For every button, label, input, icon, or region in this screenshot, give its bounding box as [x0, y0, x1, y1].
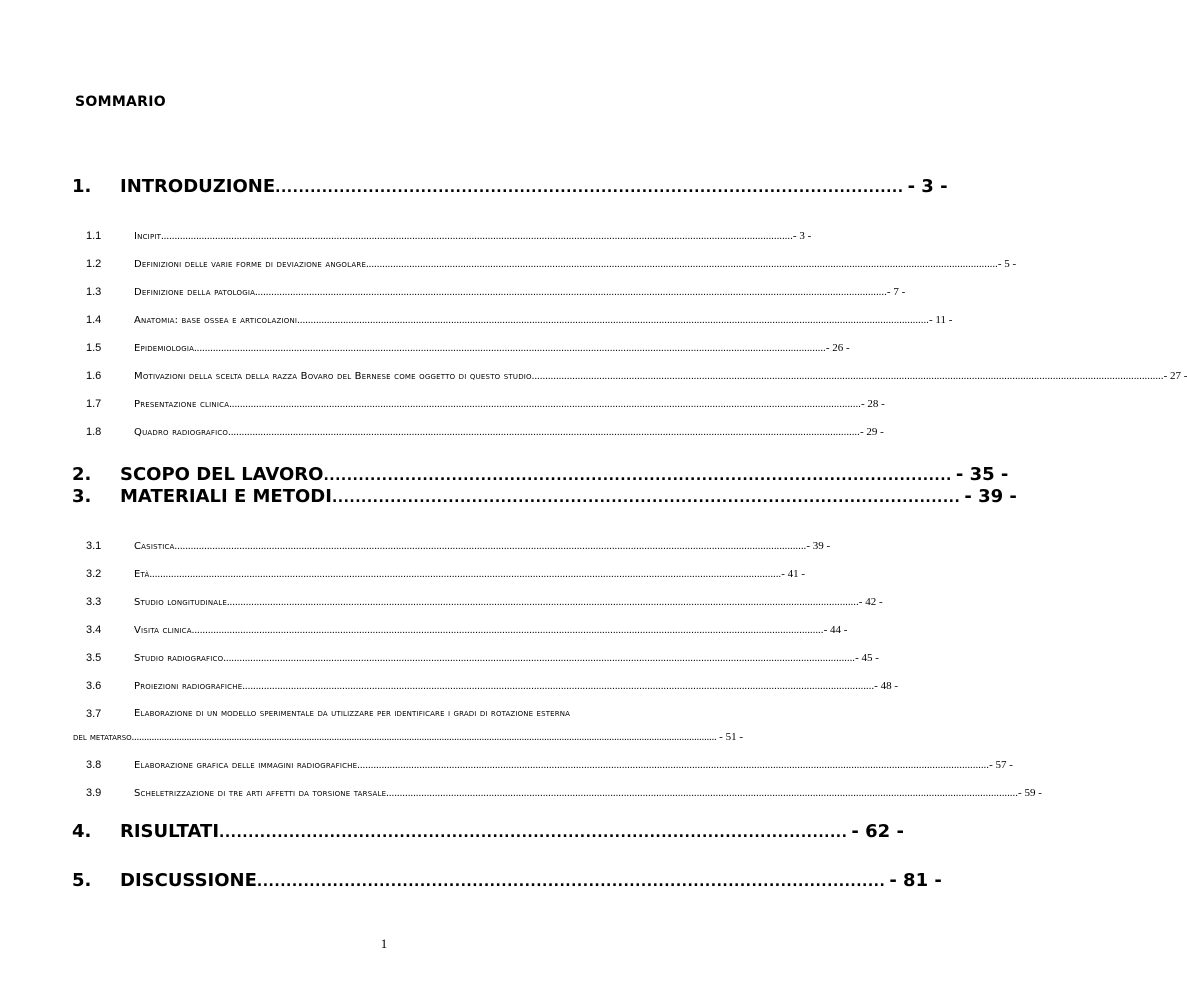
toc-section-1-6[interactable]	[0, 370, 1187, 386]
toc-chapter-3[interactable]	[0, 486, 1017, 514]
section-number: 1.5	[86, 342, 102, 354]
dot-leader: ............................................................................................................	[323, 468, 952, 484]
section-number: 1.3	[86, 286, 102, 298]
dot-leader: ..........................................................................................................................................................................................................................................	[229, 399, 861, 410]
section-page: - 41 -	[781, 568, 806, 580]
chapter-number: 5.	[72, 870, 92, 891]
toc-section-1-2[interactable]	[0, 258, 1017, 274]
chapter-page: - 39 -	[964, 486, 1017, 507]
section-label-line1: Elaborazione di un modello sperimentale da utilizzare per identificare i gradi di rotazione esterna	[134, 708, 571, 719]
dot-leader: ..........................................................................................................................................................................................................................................	[223, 653, 856, 664]
chapter-number: 3.	[72, 486, 92, 507]
section-page: - 11 -	[929, 314, 953, 326]
section-label-line2: del metatarso	[73, 732, 132, 743]
section-page: - 26 -	[825, 342, 850, 354]
chapter-label: RISULTATI	[120, 821, 220, 842]
dot-leader: ..........................................................................................................................................................................................................................................	[131, 732, 717, 743]
toc-section-3-5[interactable]	[0, 652, 879, 668]
section-page: - 44 -	[823, 624, 848, 636]
dot-leader: ..........................................................................................................................................................................................................................................	[531, 371, 1164, 382]
dot-leader: ..........................................................................................................................................................................................................................................	[242, 681, 875, 692]
section-page: - 7 -	[886, 286, 906, 298]
section-number: 3.5	[86, 652, 102, 664]
dot-leader: ..........................................................................................................................................................................................................................................	[386, 788, 1019, 799]
dot-leader: ..........................................................................................................................................................................................................................................	[357, 760, 990, 771]
toc-section-1-4[interactable]	[0, 314, 953, 330]
section-label: Visita clinica	[134, 625, 192, 636]
chapter-number: 4.	[72, 821, 92, 842]
section-number: 3.6	[86, 680, 102, 692]
chapter-label: MATERIALI E METODI	[120, 486, 332, 507]
section-label: Studio radiografico	[134, 653, 224, 664]
toc-section-1-3[interactable]	[0, 286, 906, 302]
dot-leader: ............................................................................................................	[219, 825, 848, 841]
toc-section-1-8[interactable]	[0, 426, 884, 442]
chapter-label: INTRODUZIONE	[120, 176, 276, 197]
section-page: - 27 -	[1163, 370, 1187, 382]
section-label: Età	[134, 569, 150, 580]
section-label: Motivazioni della scelta della razza Bovaro del Bernese come oggetto di questo studio	[134, 371, 532, 382]
chapter-page: - 81 -	[889, 870, 942, 891]
toc-section-3-2[interactable]	[0, 568, 806, 584]
dot-leader: ..........................................................................................................................................................................................................................................	[366, 259, 998, 270]
section-page: - 51 -	[719, 731, 743, 743]
dot-leader: ..........................................................................................................................................................................................................................................	[228, 427, 860, 438]
section-page: - 39 -	[806, 540, 831, 552]
section-label: Anatomia: base ossea e articolazioni	[134, 315, 298, 326]
dot-leader: ..........................................................................................................................................................................................................................................	[255, 287, 887, 298]
section-page: - 48 -	[874, 680, 898, 692]
section-label: Incipit	[134, 231, 162, 242]
section-number: 3.4	[86, 624, 102, 636]
section-page: - 29 -	[859, 426, 884, 438]
toc-section-3-1[interactable]	[0, 540, 831, 556]
toc-section-1-1[interactable]	[0, 230, 812, 246]
chapter-number: 2.	[72, 464, 92, 485]
chapter-page: - 35 -	[955, 464, 1009, 485]
chapter-label: DISCUSSIONE	[120, 870, 257, 891]
section-number: 3.8	[86, 759, 102, 771]
section-label: Definizioni delle varie forme di deviazione angolare	[134, 259, 367, 270]
section-page: - 59 -	[1018, 787, 1042, 799]
section-label: Definizione della patologia	[134, 287, 256, 298]
section-page: - 28 -	[861, 398, 885, 410]
section-number: 3.2	[86, 568, 102, 580]
section-label: Proiezioni radiografiche	[134, 681, 243, 692]
section-page: - 42 -	[858, 596, 883, 608]
section-number: 3.1	[86, 540, 102, 552]
section-number: 3.3	[86, 596, 102, 608]
toc-chapter-5[interactable]	[0, 870, 942, 898]
section-label: Epidemiologia	[134, 343, 195, 354]
section-number: 1.7	[86, 398, 102, 410]
dot-leader: ..........................................................................................................................................................................................................................................	[194, 343, 826, 354]
section-label: Casistica	[134, 541, 175, 552]
toc-chapter-1[interactable]	[0, 176, 948, 204]
dot-leader: ............................................................................................................	[331, 490, 961, 506]
dot-leader: ............................................................................................................	[275, 180, 904, 196]
section-number: 3.7	[86, 708, 102, 720]
section-page: - 45 -	[855, 652, 879, 664]
chapter-page: - 3 -	[907, 176, 948, 197]
toc-chapter-4[interactable]	[0, 821, 904, 849]
section-label: Elaborazione grafica delle immagini radiografiche	[134, 760, 358, 771]
section-number: 1.8	[86, 426, 102, 438]
toc-section-3-8[interactable]	[0, 759, 1013, 775]
toc-section-1-7[interactable]	[0, 398, 885, 414]
section-page: - 57 -	[989, 759, 1013, 771]
toc-section-3-9[interactable]	[0, 787, 1042, 803]
dot-leader: ..........................................................................................................................................................................................................................................	[161, 231, 793, 242]
section-label: Studio longitudinale	[134, 597, 227, 608]
section-number: 1.2	[86, 258, 102, 270]
toc-section-1-5[interactable]	[0, 342, 850, 358]
page-title: SOMMARIO	[75, 94, 166, 110]
dot-leader: ............................................................................................................	[256, 874, 886, 890]
section-label: Quadro radiografico	[134, 427, 229, 438]
toc-section-3-4[interactable]	[0, 624, 848, 640]
dot-leader: ..........................................................................................................................................................................................................................................	[226, 597, 859, 608]
dot-leader: ..........................................................................................................................................................................................................................................	[149, 569, 782, 580]
chapter-number: 1.	[72, 176, 92, 197]
section-page: - 3 -	[792, 230, 812, 242]
toc-section-3-6[interactable]	[0, 680, 898, 696]
chapter-page: - 62 -	[851, 821, 904, 842]
section-page: - 5 -	[997, 258, 1017, 270]
section-label: Scheletrizzazione di tre arti affetti da torsione tarsale	[134, 788, 387, 799]
chapter-label: SCOPO DEL LAVORO	[120, 464, 324, 485]
dot-leader: ..........................................................................................................................................................................................................................................	[297, 315, 929, 326]
dot-leader: ..........................................................................................................................................................................................................................................	[191, 625, 824, 636]
section-number: 1.1	[86, 230, 102, 242]
page-number: 1	[380, 936, 388, 951]
dot-leader: ..........................................................................................................................................................................................................................................	[174, 541, 807, 552]
section-label: Presentazione clinica	[134, 399, 230, 410]
toc-section-3-3[interactable]	[0, 596, 883, 612]
section-number: 1.6	[86, 370, 102, 382]
section-number: 3.9	[86, 787, 102, 799]
section-number: 1.4	[86, 314, 102, 326]
